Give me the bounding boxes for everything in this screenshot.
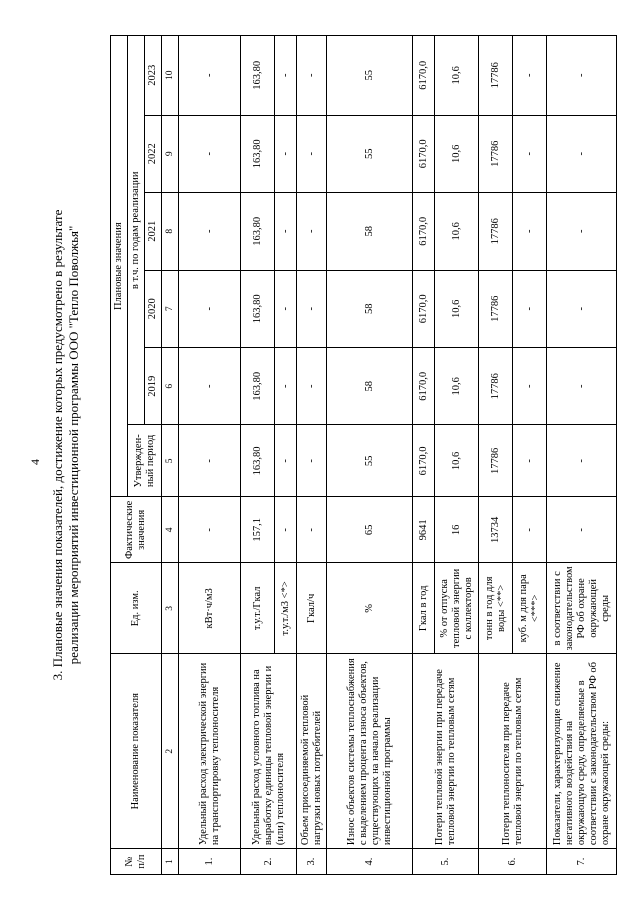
row-2021: - xyxy=(513,193,547,270)
row-approved: - xyxy=(513,425,547,497)
row-2019: - xyxy=(179,348,241,425)
row-2019: 17786 xyxy=(479,348,513,425)
column-number: 9 xyxy=(162,115,179,192)
row-2021: - xyxy=(547,193,617,270)
header-year-2021: 2021 xyxy=(145,193,162,270)
row-2022: - xyxy=(297,115,327,192)
row-number: 2. xyxy=(241,849,297,875)
row-2022: 6170,0 xyxy=(413,115,435,192)
row-2019: 6170,0 xyxy=(413,348,435,425)
row-2020: - xyxy=(513,270,547,347)
row-2022: 17786 xyxy=(479,115,513,192)
row-actual: - xyxy=(179,497,241,563)
row-2022: - xyxy=(513,115,547,192)
column-number: 3 xyxy=(162,563,179,654)
row-2023: 17786 xyxy=(479,36,513,116)
row-name: Объем присоединяемой тепловой нагрузки новых потребителей xyxy=(297,654,327,849)
row-2022: 10,6 xyxy=(435,115,479,192)
indicators-table xyxy=(110,35,617,875)
table-row xyxy=(179,36,241,875)
header-unit: Ед. изм. xyxy=(111,563,162,654)
row-unit: в соответствии с законодательством РФ об охране окружающей среды xyxy=(547,563,617,654)
row-actual: - xyxy=(547,497,617,563)
row-2020: 163,80 xyxy=(241,270,275,347)
table-row xyxy=(241,36,275,875)
row-unit: Гкал в год xyxy=(413,563,435,654)
row-2020: - xyxy=(297,270,327,347)
column-number: 1 xyxy=(162,849,179,875)
row-2021: 6170,0 xyxy=(413,193,435,270)
row-2023: - xyxy=(513,36,547,116)
row-2023: 6170,0 xyxy=(413,36,435,116)
table-row xyxy=(547,36,617,875)
table-row xyxy=(479,36,513,875)
column-number: 7 xyxy=(162,270,179,347)
row-name: Показатели, характеризующие снижение негативного воздействия на окружающую среду, определяемые в соответствии с законодательством РФ об охране окружающей среды: xyxy=(547,654,617,849)
row-unit: % xyxy=(327,563,413,654)
row-approved: 10,6 xyxy=(435,425,479,497)
row-2021: - xyxy=(275,193,297,270)
column-number: 2 xyxy=(162,654,179,849)
row-approved: - xyxy=(547,425,617,497)
column-number: 8 xyxy=(162,193,179,270)
row-unit: % от отпуска тепловой энергии с коллекторов xyxy=(435,563,479,654)
row-approved: - xyxy=(275,425,297,497)
row-approved: 163,80 xyxy=(241,425,275,497)
table-row xyxy=(327,36,413,875)
header-approved: Утвержден-ный период xyxy=(128,425,162,497)
column-number: 6 xyxy=(162,348,179,425)
header-name: Наименование показателя xyxy=(111,654,162,849)
row-2020: 10,6 xyxy=(435,270,479,347)
row-2022: 163,80 xyxy=(241,115,275,192)
row-unit: т.у.т./Гкал xyxy=(241,563,275,654)
header-by-years: в т.ч. по годам реализации xyxy=(128,36,145,425)
row-2023: 10,6 xyxy=(435,36,479,116)
header-actual: Фактические значения xyxy=(111,497,162,563)
row-approved: - xyxy=(297,425,327,497)
row-actual: - xyxy=(275,497,297,563)
row-actual: 9641 xyxy=(413,497,435,563)
header-planned: Плановые значения xyxy=(111,36,128,497)
row-unit: Гкал/ч xyxy=(297,563,327,654)
row-number: 5. xyxy=(413,849,479,875)
row-name: Износ объектов системы теплоснабжения с выделением процента износа объектов, существующих на начало реализации инвестиционной программы xyxy=(327,654,413,849)
row-2021: 58 xyxy=(327,193,413,270)
row-2021: 163,80 xyxy=(241,193,275,270)
row-actual: - xyxy=(297,497,327,563)
row-2023: - xyxy=(547,36,617,116)
column-number: 4 xyxy=(162,497,179,563)
column-number: 5 xyxy=(162,425,179,497)
table-row xyxy=(413,36,435,875)
row-2020: 17786 xyxy=(479,270,513,347)
row-2022: 55 xyxy=(327,115,413,192)
page-number: 4 xyxy=(28,459,42,465)
row-2019: 10,6 xyxy=(435,348,479,425)
row-2019: - xyxy=(547,348,617,425)
header-year-2023: 2023 xyxy=(145,36,162,116)
row-actual: 65 xyxy=(327,497,413,563)
row-name: Потери тепловой энергии при передаче тепловой энергии по тепловым сетям xyxy=(413,654,479,849)
row-approved: - xyxy=(179,425,241,497)
row-number: 7. xyxy=(547,849,617,875)
row-approved: 55 xyxy=(327,425,413,497)
row-2021: 17786 xyxy=(479,193,513,270)
row-unit: тонн в год для воды <**> xyxy=(479,563,513,654)
row-name: Удельный расход электрической энергии на транспортировку теплоносителя xyxy=(179,654,241,849)
row-2022: - xyxy=(547,115,617,192)
row-number: 1. xyxy=(179,849,241,875)
row-unit: т.у.т./м3 <*> xyxy=(275,563,297,654)
row-2022: - xyxy=(179,115,241,192)
table-row xyxy=(297,36,327,875)
row-number: 6. xyxy=(479,849,547,875)
row-2020: - xyxy=(179,270,241,347)
row-actual: - xyxy=(513,497,547,563)
row-name: Удельный расход условного топлива на выработку единицы тепловой энергии и (или) теплоносителя xyxy=(241,654,297,849)
header-year-2020: 2020 xyxy=(145,270,162,347)
header-year-2022: 2022 xyxy=(145,115,162,192)
row-actual: 157,1 xyxy=(241,497,275,563)
row-2023: - xyxy=(297,36,327,116)
row-2019: - xyxy=(297,348,327,425)
row-number: 4. xyxy=(327,849,413,875)
header-num: № п/п xyxy=(111,849,162,875)
row-2019: - xyxy=(513,348,547,425)
row-2021: - xyxy=(297,193,327,270)
row-2023: 55 xyxy=(327,36,413,116)
table-title-line-1: 3. Плановые значения показателей, достижение которых предусмотрено в результате xyxy=(50,209,65,681)
row-2020: - xyxy=(547,270,617,347)
row-2023: - xyxy=(275,36,297,116)
row-2020: 6170,0 xyxy=(413,270,435,347)
row-number: 3. xyxy=(297,849,327,875)
row-actual: 16 xyxy=(435,497,479,563)
row-2021: - xyxy=(179,193,241,270)
table-title-line-2: реализации мероприятий инвестиционной программы ООО "Тепло Поволжья" xyxy=(66,225,81,665)
row-unit: куб. м для пара <***> xyxy=(513,563,547,654)
header-row-1 xyxy=(111,36,128,875)
row-2019: 58 xyxy=(327,348,413,425)
row-actual: 13734 xyxy=(479,497,513,563)
row-2019: 163,80 xyxy=(241,348,275,425)
column-number-row xyxy=(162,36,179,875)
row-2020: 58 xyxy=(327,270,413,347)
column-number: 10 xyxy=(162,36,179,116)
row-unit: кВт·ч/м3 xyxy=(179,563,241,654)
row-2022: - xyxy=(275,115,297,192)
row-2023: 163,80 xyxy=(241,36,275,116)
row-2021: 10,6 xyxy=(435,193,479,270)
row-approved: 17786 xyxy=(479,425,513,497)
row-approved: 6170,0 xyxy=(413,425,435,497)
row-2023: - xyxy=(179,36,241,116)
row-2020: - xyxy=(275,270,297,347)
header-year-2019: 2019 xyxy=(145,348,162,425)
row-2019: - xyxy=(275,348,297,425)
row-name: Потери теплоносителя при передаче тепловой энергии по тепловым сетям xyxy=(479,654,547,849)
